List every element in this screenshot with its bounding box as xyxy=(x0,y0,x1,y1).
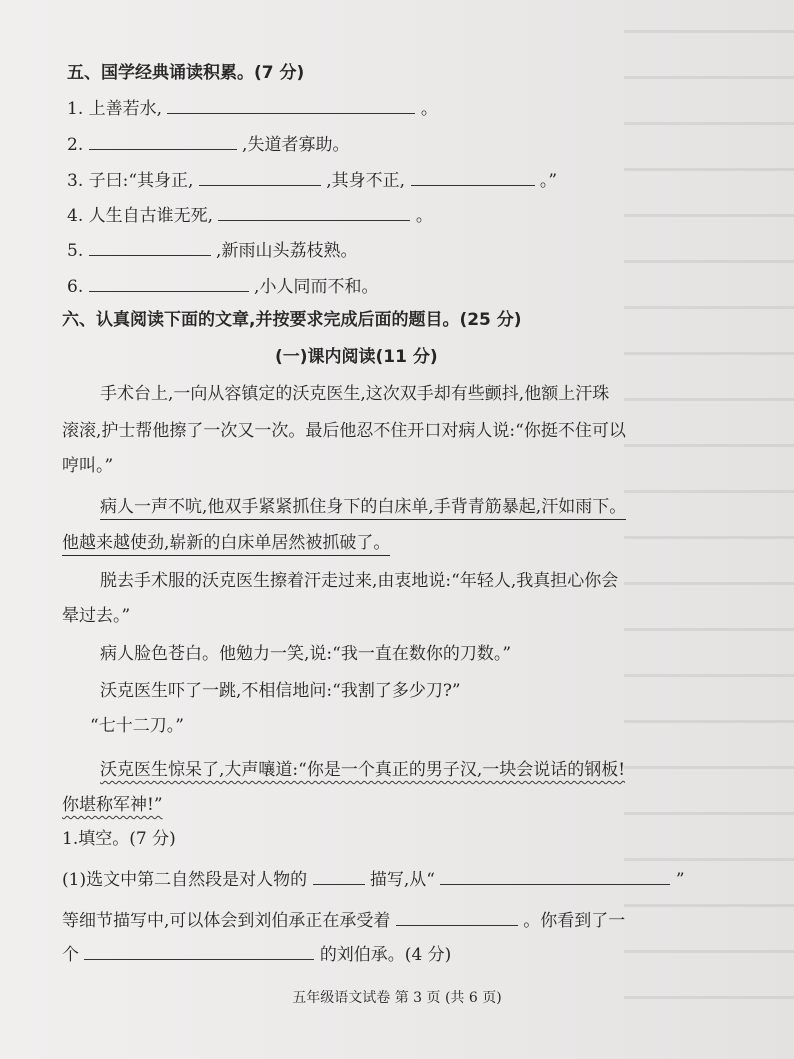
question-text: 的刘伯承。(4 分) xyxy=(319,945,452,965)
question-text: ” xyxy=(675,870,685,890)
bleed-through-shadow xyxy=(624,0,794,1000)
answer-blank[interactable] xyxy=(89,275,249,292)
question-text: (1)选文中第二自然段是对人物的 xyxy=(62,870,308,890)
item-text: 。” xyxy=(539,171,558,191)
item-number: 4. xyxy=(67,206,84,226)
item-number: 1. xyxy=(67,99,84,119)
item-number: 5. xyxy=(67,241,84,261)
passage-line: 沃克医生吓了一跳,不相信地问:“我割了多少刀?” xyxy=(100,681,461,701)
item-text: 上善若水, xyxy=(88,99,163,119)
answer-blank[interactable] xyxy=(167,97,415,114)
passage-line: 手术台上,一向从容镇定的沃克医生,这次双手却有些颤抖,他额上汗珠 xyxy=(100,384,610,404)
passage-line-wavy xyxy=(100,759,625,781)
item-text: ,其身不正, xyxy=(326,171,406,191)
question-line xyxy=(67,239,357,262)
wavy-underlined-text: 沃克医生惊呆了,大声嚷道:“你是一个真正的男子汉,一块会说话的钢板! xyxy=(100,760,626,780)
passage-line: 病人脸色苍白。他勉力一笑,说:“我一直在数你的刀数。” xyxy=(100,644,512,664)
answer-blank[interactable] xyxy=(199,169,321,186)
answer-blank[interactable] xyxy=(84,943,314,960)
passage-line: 晕过去。” xyxy=(62,606,131,626)
answer-blank[interactable] xyxy=(89,133,237,150)
passage-line-wavy xyxy=(62,794,163,816)
question-line xyxy=(67,133,349,156)
answer-blank[interactable] xyxy=(313,868,365,885)
item-text: ,小人同而不和。 xyxy=(254,277,379,297)
question-line xyxy=(62,943,451,966)
passage-line: 脱去手术服的沃克医生擦着汗走过来,由衷地说:“年轻人,我真担心你会 xyxy=(100,571,619,591)
answer-blank[interactable] xyxy=(411,169,535,186)
item-text: 人生自古谁无死, xyxy=(88,206,214,226)
item-text: 。 xyxy=(415,206,433,226)
question-text: 描写,从“ xyxy=(369,870,436,890)
item-number: 3. xyxy=(67,171,84,191)
item-number: 2. xyxy=(67,135,84,155)
question-line xyxy=(62,909,625,932)
question-text: 。你看到了一 xyxy=(523,911,626,931)
question-line xyxy=(67,169,557,192)
answer-blank[interactable] xyxy=(89,239,211,256)
item-text: 子曰:“其身正, xyxy=(88,171,194,191)
section5-title: 五、国学经典诵读积累。(7 分) xyxy=(67,63,305,83)
wavy-underlined-text: 你堪称军神!” xyxy=(62,795,163,815)
question-text: 个 xyxy=(62,945,79,965)
page-footer: 五年级语文试卷 第 3 页 (共 6 页) xyxy=(292,990,502,1006)
answer-blank[interactable] xyxy=(396,909,518,926)
question-line xyxy=(62,868,685,891)
item-number: 6. xyxy=(67,277,84,297)
passage-line: 滚滚,护士帮他擦了一次又一次。最后他忍不住开口对病人说:“你挺不住可以 xyxy=(62,421,626,441)
question-line xyxy=(67,204,433,227)
passage-line-underlined xyxy=(100,496,626,518)
passage-line-underlined xyxy=(62,532,390,554)
question-text: 等细节描写中,可以体会到刘伯承正在承受着 xyxy=(62,911,391,931)
passage-line: 哼叫。” xyxy=(62,456,114,476)
passage-line: “七十二刀。” xyxy=(90,716,184,736)
question-line xyxy=(67,275,378,298)
underlined-text: 病人一声不吭,他双手紧紧抓住身下的白床单,手背青筋暴起,汗如雨下。 xyxy=(100,497,626,520)
answer-blank[interactable] xyxy=(440,868,670,885)
item-text: ,新雨山头荔枝熟。 xyxy=(216,241,358,261)
underlined-text: 他越来越使劲,崭新的白床单居然被抓破了。 xyxy=(62,533,390,556)
item-text: ,失道者寡助。 xyxy=(242,135,350,155)
answer-blank[interactable] xyxy=(218,204,410,221)
section6-subtitle: (一)课内阅读(11 分) xyxy=(275,347,438,367)
question1-title: 1.填空。(7 分) xyxy=(62,829,176,849)
section6-title: 六、认真阅读下面的文章,并按要求完成后面的题目。(25 分) xyxy=(62,310,522,330)
item-text: 。 xyxy=(420,99,438,119)
question-line xyxy=(67,97,438,120)
